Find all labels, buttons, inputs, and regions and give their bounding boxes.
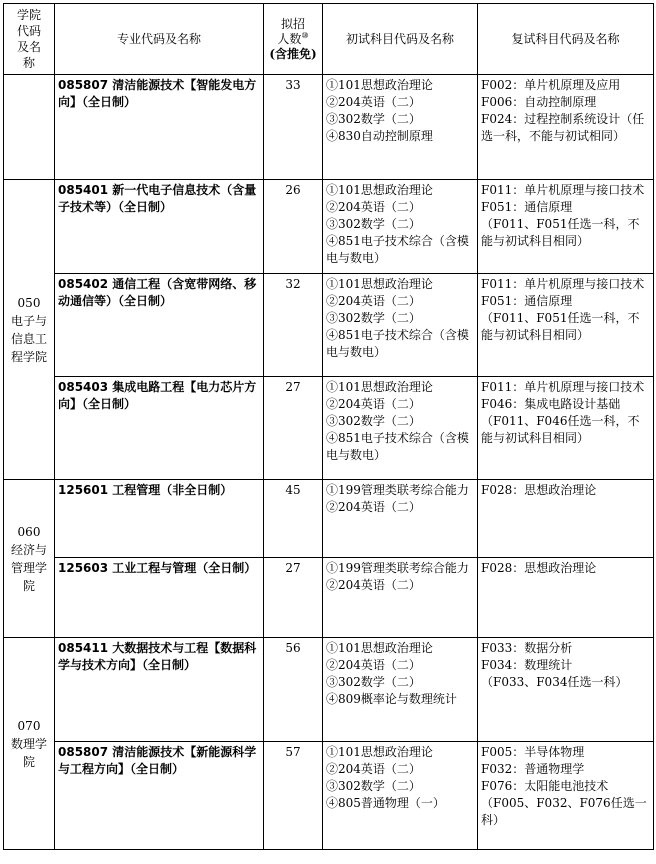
college-cell-empty xyxy=(4,75,55,180)
header-retest: 复试科目代码及名称 xyxy=(478,4,654,75)
header-major: 专业代码及名称 xyxy=(55,4,264,75)
quota-value: 45 xyxy=(264,480,323,558)
college-050: 050 电子与 信息工 程学院 xyxy=(4,180,55,480)
admission-table xyxy=(3,3,654,850)
college-060: 060 经济与 管理学 院 xyxy=(4,480,55,638)
retest-cell: F011：单片机原理与接口技术 F046：集成电路设计基础 （F011、F046任选一科，不能与初试科目相同） xyxy=(478,377,654,480)
initial-exam-cell: ①101思想政治理论 ②204英语（二） ③302数学（二） ④851电子技术综合（含模电与数电） xyxy=(323,377,478,480)
quota-value: 26 xyxy=(264,180,323,274)
quota-value: 27 xyxy=(264,377,323,480)
table-header-row xyxy=(4,4,654,75)
major-name: 085401 新一代电子信息技术（含量子技术等）（全日制） xyxy=(55,180,264,274)
initial-exam-cell: ①101思想政治理论 ②204英语（二） ③302数学（二） ④809概率论与数理统计 xyxy=(323,638,478,742)
quota-value: 27 xyxy=(264,558,323,638)
retest-cell: F033：数据分析 F034：数理统计 （F033、F034任选一科） xyxy=(478,638,654,742)
initial-exam-cell: ①101思想政治理论 ②204英语（二） ③302数学（二） ④830自动控制原理 xyxy=(323,75,478,180)
retest-cell: F028：思想政治理论 xyxy=(478,480,654,558)
initial-exam-cell: ①101思想政治理论 ②204英语（二） ③302数学（二） ④805普通物理（一） xyxy=(323,742,478,850)
quota-value: 56 xyxy=(264,638,323,742)
table-row xyxy=(4,180,654,274)
initial-exam-cell: ①101思想政治理论 ②204英语（二） ③302数学（二） ④851电子技术综合（含模电与数电） xyxy=(323,274,478,377)
major-name: 085807 清洁能源技术【智能发电方向】（全日制） xyxy=(55,75,264,180)
header-college: 学院 代码 及名 称 xyxy=(4,4,55,75)
major-name: 085403 集成电路工程【电力芯片方向】（全日制） xyxy=(55,377,264,480)
initial-exam-cell: ①101思想政治理论 ②204英语（二） ③302数学（二） ④851电子技术综合（含模电与数电） xyxy=(323,180,478,274)
header-quota: 拟招 人数⑩ (含推免) xyxy=(264,4,323,75)
retest-cell: F028：思想政治理论 xyxy=(478,558,654,638)
major-name: 085411 大数据技术与工程【数据科学与技术方向】（全日制） xyxy=(55,638,264,742)
table-row xyxy=(4,274,654,377)
table-row xyxy=(4,480,654,558)
major-name: 125601 工程管理（非全日制） xyxy=(55,480,264,558)
table-row xyxy=(4,638,654,742)
header-initial-exam: 初试科目代码及名称 xyxy=(323,4,478,75)
table-row xyxy=(4,377,654,480)
table-row xyxy=(4,742,654,850)
major-name: 085402 通信工程（含宽带网络、移动通信等）（全日制） xyxy=(55,274,264,377)
quota-value: 33 xyxy=(264,75,323,180)
table-row xyxy=(4,75,654,180)
initial-exam-cell: ①199管理类联考综合能力 ②204英语（二） xyxy=(323,558,478,638)
quota-value: 32 xyxy=(264,274,323,377)
table-row xyxy=(4,558,654,638)
major-name: 085807 清洁能源技术【新能源科学与工程方向】（全日制） xyxy=(55,742,264,850)
major-name: 125603 工业工程与管理（全日制） xyxy=(55,558,264,638)
college-070: 070 数理学 院 xyxy=(4,638,55,850)
retest-cell: F011：单片机原理与接口技术 F051：通信原理 （F011、F051任选一科，不能与初试科目相同） xyxy=(478,180,654,274)
retest-cell: F005：半导体物理 F032：普通物理学 F076：太阳能电池技术 （F005、F032、F076任选一科） xyxy=(478,742,654,850)
retest-cell: F002：单片机原理及应用 F006：自动控制原理 F024：过程控制系统设计（任选一科，不能与初试相同） xyxy=(478,75,654,180)
initial-exam-cell: ①199管理类联考综合能力 ②204英语（二） xyxy=(323,480,478,558)
quota-value: 57 xyxy=(264,742,323,850)
retest-cell: F011：单片机原理与接口技术 F051：通信原理 （F011、F051任选一科，不能与初试科目相同） xyxy=(478,274,654,377)
